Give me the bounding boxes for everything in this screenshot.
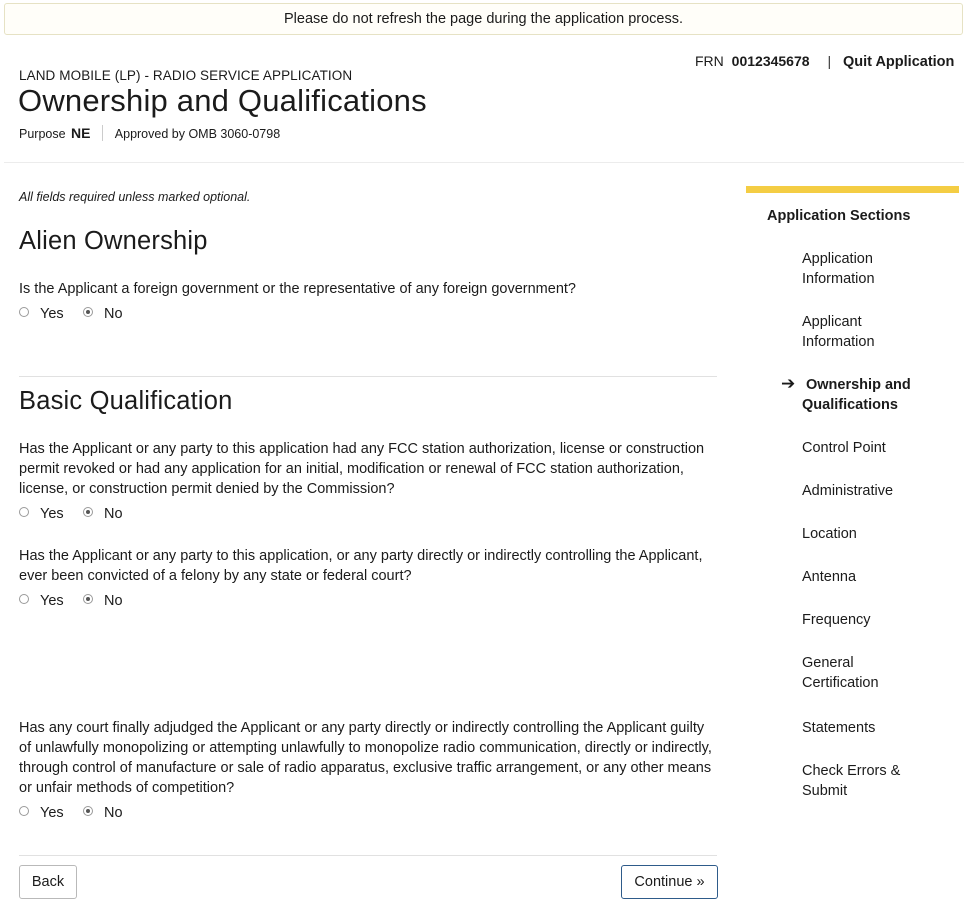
frn-bar (695, 53, 954, 70)
radio-no-button[interactable] (83, 507, 93, 517)
sidebar-item-statements[interactable] (802, 718, 952, 738)
sidebar-item-antenna[interactable] (802, 567, 952, 587)
sidebar-item-label: Applicant (802, 314, 862, 330)
sidebar-item-label: Submit (802, 783, 848, 799)
sidebar-item-label: Certification (802, 675, 879, 691)
omb-approval: Approved by OMB 3060-0798 (114, 127, 281, 141)
radio-no[interactable] (83, 306, 123, 322)
footer-divider (19, 855, 717, 856)
section-title-basic-qualification: Basic Qualification (19, 387, 233, 415)
sidebar-item-applicant-information[interactable] (802, 312, 952, 352)
radio-yes-label: Yes (40, 593, 64, 609)
sidebar-item-label: Location (802, 526, 857, 542)
sidebar-item-label: Qualifications (802, 397, 898, 413)
sidebar-accent-bar (746, 186, 959, 193)
radio-yes-button[interactable] (19, 307, 29, 317)
radio-no-button[interactable] (83, 806, 93, 816)
sidebar-item-check-errors-submit[interactable] (802, 761, 952, 801)
question-foreign-government: Is the Applicant a foreign government or the representative of any foreign government? (19, 281, 576, 297)
radio-yes-button[interactable] (19, 507, 29, 517)
radio-no-label: No (104, 593, 123, 609)
application-type: LAND MOBILE (LP) - RADIO SERVICE APPLICATION (19, 68, 353, 83)
radio-no[interactable] (83, 506, 123, 522)
purpose-line (19, 125, 280, 141)
sidebar-item-ownership-qualifications[interactable] (802, 375, 956, 415)
continue-button[interactable]: Continue » (621, 865, 718, 899)
question-revoked-authorization: Has the Applicant or any party to this application had any FCC station authorization, license or construction permit revoked or had any application for an initial, modification or renewal of FCC station authorization, license, or construction permit denied by the Commission? (19, 441, 705, 497)
sidebar-item-label: General (802, 655, 854, 671)
radio-yes-button[interactable] (19, 594, 29, 604)
back-button[interactable]: Back (19, 865, 77, 899)
question-monopolization: Has any court finally adjudged the Applicant or any party directly or indirectly controlling the Applicant guilty of unlawfully monopolizing or attempting unlawfully to monopolize radio communication, directly or indirectly, through control of manufacture or sale of radio apparatus, exclusive traffic arrangement, or any other means or unfair methods of competition? (19, 720, 712, 796)
meta-divider (102, 125, 103, 141)
sidebar-item-label: Information (802, 334, 875, 350)
sidebar-item-label: Control Point (802, 440, 886, 456)
radio-yes-label: Yes (40, 805, 64, 821)
radio-yes[interactable] (19, 593, 64, 609)
frn-value: 0012345678 (731, 53, 810, 69)
sidebar-item-control-point[interactable] (802, 438, 952, 458)
sidebar-item-administrative[interactable] (802, 481, 952, 501)
question-felony-conviction: Has the Applicant or any party to this application, or any party directly or indirectly controlling the Applicant, ever been convicted of a felony by any state or federal court? (19, 548, 703, 584)
sidebar-item-application-information[interactable] (802, 249, 952, 289)
radio-no-label: No (104, 306, 123, 322)
section-divider (19, 376, 717, 377)
radio-yes[interactable] (19, 306, 64, 322)
frn-separator: | (827, 53, 832, 69)
radio-yes[interactable] (19, 506, 64, 522)
header-divider (4, 162, 964, 163)
sidebar-item-frequency[interactable] (802, 610, 952, 630)
purpose-label: Purpose (19, 127, 66, 141)
section-title-alien-ownership: Alien Ownership (19, 227, 208, 255)
radio-yes-button[interactable] (19, 806, 29, 816)
frn-label: FRN (695, 53, 724, 69)
radio-yes-label: Yes (40, 306, 64, 322)
radio-no[interactable] (83, 593, 123, 609)
refresh-warning-banner: Please do not refresh the page during the application process. (4, 3, 963, 35)
radio-yes-label: Yes (40, 506, 64, 522)
arrow-right-icon: ➔ (781, 374, 796, 393)
sidebar-item-label: Administrative (802, 483, 894, 499)
sidebar-item-label: Frequency (802, 612, 871, 628)
radio-no-label: No (104, 805, 123, 821)
sidebar-item-label: Information (802, 271, 875, 287)
radio-no[interactable] (83, 805, 123, 821)
sidebar-item-location[interactable] (802, 524, 952, 544)
radio-no-button[interactable] (83, 594, 93, 604)
page-title: Ownership and Qualifications (18, 83, 427, 118)
sidebar-item-general-certification[interactable] (802, 653, 952, 693)
sidebar-item-label: Statements (802, 720, 876, 736)
sidebar-heading: Application Sections (767, 208, 911, 224)
sidebar-item-label: Ownership and (806, 377, 911, 393)
sidebar-item-label: Application (802, 251, 873, 267)
sidebar-item-label: Antenna (802, 569, 857, 585)
radio-no-label: No (104, 506, 123, 522)
radio-yes[interactable] (19, 805, 64, 821)
quit-application-link[interactable]: Quit Application (842, 54, 955, 70)
radio-no-button[interactable] (83, 307, 93, 317)
purpose-value: NE (71, 125, 91, 141)
sidebar-item-label: Check Errors & (802, 763, 901, 779)
required-fields-note: All fields required unless marked optional. (19, 190, 251, 204)
